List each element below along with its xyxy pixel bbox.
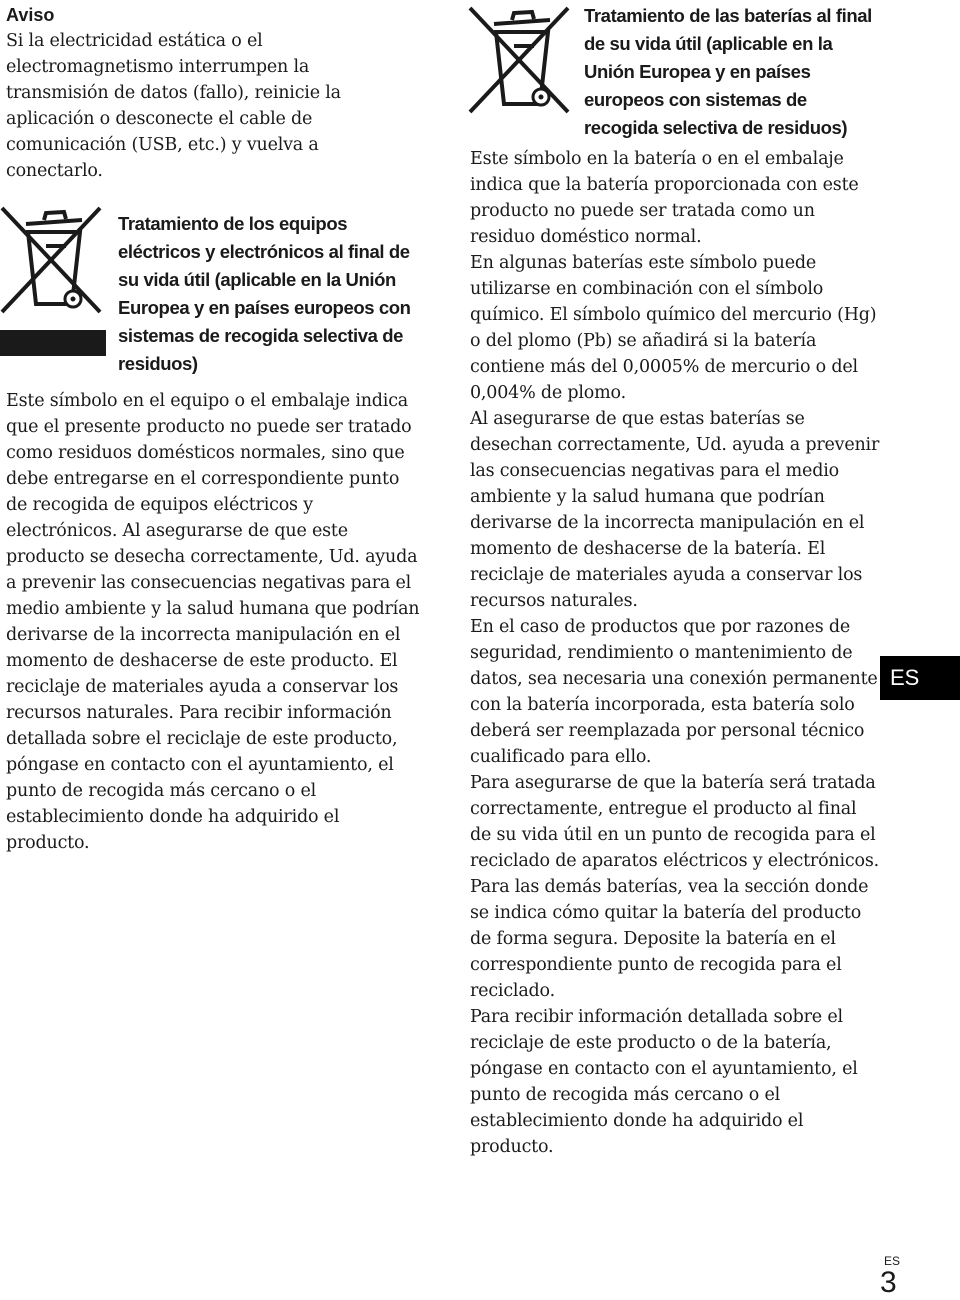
weee-text: Este símbolo en el equipo o el embalaje indica que el presente producto no puede ser tratado como residuos domésticos normales, sino que debe entregarse en el correspondiente punto de recogida de equipos eléctricos y electrónicos. Al asegurarse de que este producto se desecha correctamente, Ud. ayuda a prevenir las consecuencias negativas para el medio ambiente y la salud humana que podrían derivarse de la incorrecta manipulación en el momento de deshacerse de este producto. El reciclaje de materiales ayuda a conservar los recursos naturales. Para recibir información detallada sobre el reciclaje de este producto, póngase en contacto con el ayuntamiento, el punto de recogida más cercano o el establecimiento donde ha adquirido el producto.	[6, 391, 420, 853]
battery-paragraph: Al asegurarse de que estas baterías se desechan correctamente, Ud. ayuda a prevenir las consecuencias negativas para el medio ambiente y la salud humana que podrían derivarse de la incorrecta manipulación en el momento de deshacerse de la batería. El reciclaje de materiales ayuda a conservar los recursos naturales.	[470, 409, 880, 611]
battery-heading: Tratamiento de las baterías al final de su vida útil (aplicable en la Unión Europea y en países europeos con sistemas de recogida selectiva de residuos)	[584, 5, 872, 138]
aviso-text: Si la electricidad estática o el electromagnetismo interrumpen la transmisión de datos (fallo), reinicie la aplicación o desconecte el cable de comunicación (USB, etc.) y vuelva a conectarlo.	[6, 31, 341, 181]
right-column	[470, 2, 880, 1160]
footer-language: ES	[884, 1254, 901, 1268]
weee-heading: Tratamiento de los equipos eléctricos y electrónicos al final de su vida útil (aplicable en la Unión Europea y en países europeos con sistemas de recogida selectiva de residuos)	[118, 213, 411, 374]
page-number: 3	[880, 1266, 897, 1299]
battery-paragraph: Para las demás baterías, vea la sección donde se indica cómo quitar la batería del producto de forma segura. Deposite la batería en el correspondiente punto de recogida para el reciclado.	[470, 877, 869, 1001]
battery-paragraph: Para asegurarse de que la batería será tratada correctamente, entregue el producto al final de su vida útil en un punto de recogida para el reciclado de aparatos eléctricos y electrónicos.	[470, 773, 879, 871]
battery-paragraphs	[470, 146, 880, 1160]
weee-bin-icon	[0, 202, 106, 372]
battery-paragraph: Este símbolo en la batería o en el embalaje indica que la batería proporcionada con este producto no puede ser tratada como un residuo doméstico normal.	[470, 149, 859, 247]
battery-paragraph: En el caso de productos que por razones de seguridad, rendimiento o mantenimiento de datos, sea necesaria una conexión permanente con la batería incorporada, esta batería solo deberá ser reemplazada por personal técnico cualificado para ello.	[470, 617, 878, 767]
language-tab: ES	[880, 656, 960, 700]
weee-heading-block	[6, 196, 426, 388]
aviso-title: Aviso	[6, 5, 55, 25]
left-column	[6, 2, 426, 856]
battery-paragraph: Para recibir información detallada sobre el reciclaje de este producto o de la batería, póngase en contacto con el ayuntamiento, el punto de recogida más cercano o el establecimiento donde ha adquirido el producto.	[470, 1007, 858, 1157]
battery-heading-block	[470, 2, 880, 146]
battery-bin-icon	[468, 4, 574, 114]
battery-paragraph: En algunas baterías este símbolo puede utilizarse en combinación con el símbolo químico. El símbolo químico del mercurio (Hg) o del plomo (Pb) se añadirá si la batería contiene más del 0,0005% de mercurio o del 0,004% de plomo.	[470, 253, 877, 403]
